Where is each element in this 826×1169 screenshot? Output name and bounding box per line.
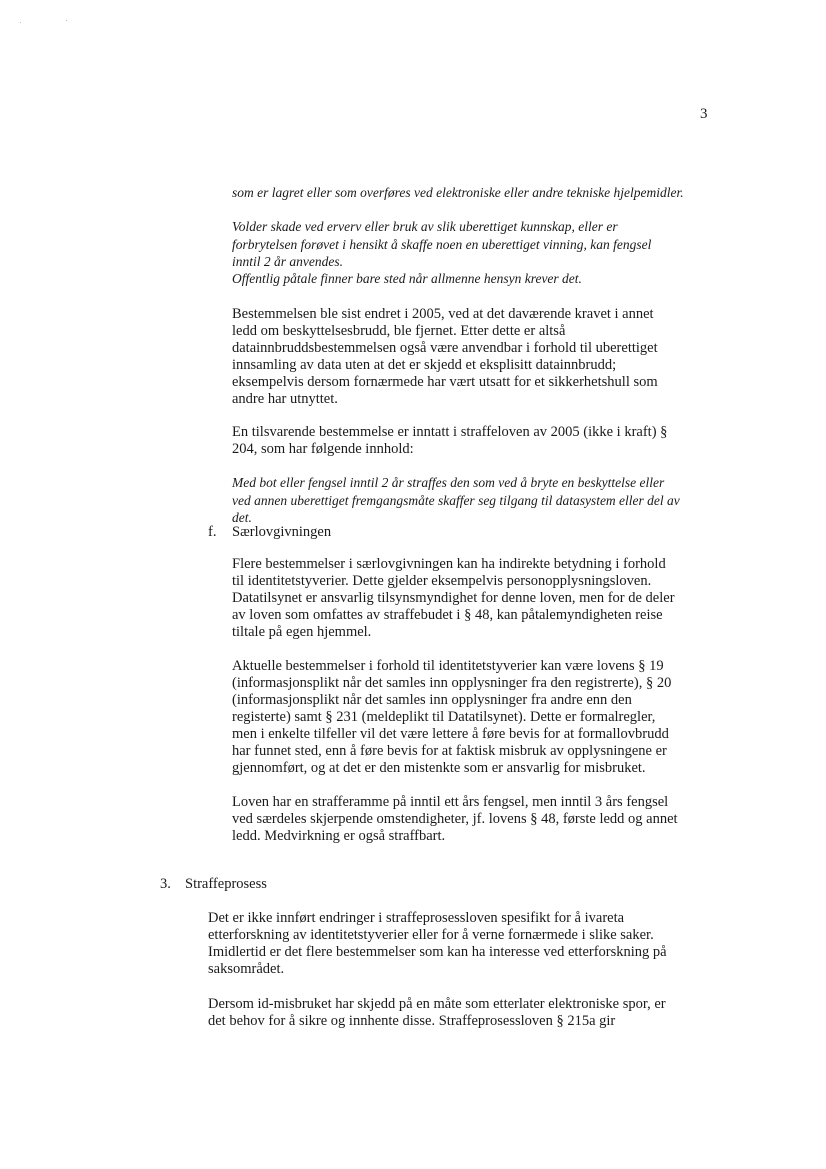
scan-speck xyxy=(20,22,21,23)
paragraph-amendment-2005: Bestemmelsen ble sist endret i 2005, ved at det daværende kravet i annet ledd om beskyttelsesbrudd, ble fjernet. Etter dette er altså datainnbruddsbestemmelsen også være anvendbar i forhold til uberettiget innsamling av data uten at det er skjedd et eksplisitt datainnbrudd; eksempelvis dersom fornærmede har vært utsatt for et sikkerhetshull som andre har utnyttet. xyxy=(232,306,658,407)
quote-paragraph-2: Volder skade ved erverv eller bruk av slik uberettiget kunnskap, eller er forbrytelsen forøvet i hensikt å skaffe noen en uberettiget vinning, kan fengsel inntil 2 år anvendes. xyxy=(232,219,652,269)
paragraph-penal-code-2005: En tilsvarende bestemmelse er inntatt i straffeloven av 2005 (ikke i kraft) § 204, som har følgende innhold: xyxy=(232,424,668,457)
section-3-number: 3. xyxy=(160,876,171,892)
page-number: 3 xyxy=(700,106,708,122)
section-f-title: Særlovgivningen xyxy=(232,524,332,540)
quote-paragraph-204: Med bot eller fengsel inntil 2 år straffes den som ved å bryte en beskyttelse eller ved annen uberettiget fremgangsmåte skaffer seg tilgang til datasystem eller del av det. xyxy=(232,475,680,525)
paragraph-relevant-provisions: Aktuelle bestemmelser i forhold til identitetstyverier kan være lovens § 19 (informasjonsplikt når det samles inn opplysninger fra den registrerte), § 20 (informasjonsplikt når det samles inn opplysninger fra andre enn den registerte) samt § 231 (meldeplikt til Datatilsynet). Dette er formalregler, men i enkelte tilfeller vil det være lettere å føre bevis for at formallovbrudd har funnet sted, enn å føre bevis for at faktisk misbruk av opplysningene er gjennomført, og at det er den mistenkte som er ansvarlig for misbruket. xyxy=(232,658,672,776)
paragraph-penalty-frame: Loven har en strafferamme på inntil ett års fengsel, men inntil 3 års fengsel ved særdeles skjerpende omstendigheter, jf. lovens § 48, første ledd og annet ledd. Medvirkning er også straffbart. xyxy=(232,794,678,844)
scan-speck xyxy=(66,20,67,21)
section-3-title: Straffeprosess xyxy=(185,876,267,892)
quote-line-3: Offentlig påtale finner bare sted når allmenne hensyn krever det. xyxy=(232,271,582,286)
paragraph-criminal-procedure: Det er ikke innført endringer i straffeprosessloven spesifikt for å ivareta etterforskning av identitetstyverier eller for å verne fornærmede i slike saker. Imidlertid er det flere bestemmelser som kan ha interesse ved etterforskning på saksområdet. xyxy=(208,910,667,977)
paragraph-electronic-traces: Dersom id-misbruket har skjedd på en måte som etterlater elektroniske spor, er det behov for å sikre og innhente disse. Straffeprosessloven § 215a gir xyxy=(208,996,666,1029)
quote-line-1: som er lagret eller som overføres ved elektroniske eller andre tekniske hjelpemidler. xyxy=(232,185,684,200)
paragraph-special-legislation: Flere bestemmelser i særlovgivningen kan ha indirekte betydning i forhold til identitetstyverier. Dette gjelder eksempelvis personopplysningsloven. Datatilsynet er ansvarlig tilsynsmyndighet for denne loven, men for de deler av loven som omfattes av straffebudet i § 48, kan påtalemyndigheten reise tiltale på egen hjemmel. xyxy=(232,556,675,640)
section-f-number: f. xyxy=(208,524,217,540)
